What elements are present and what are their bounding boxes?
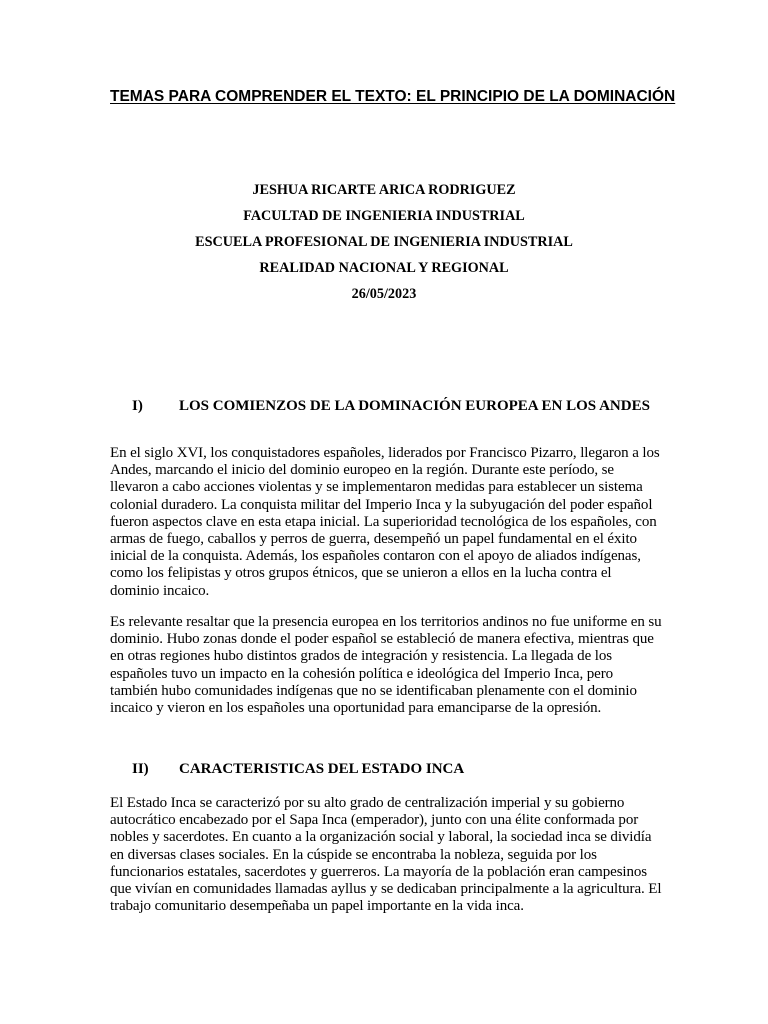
section-heading-1 xyxy=(110,398,658,415)
section-number: I) xyxy=(132,398,143,414)
school-name: ESCUELA PROFESIONAL DE INGENIERIA INDUSTRIAL xyxy=(195,234,573,250)
section-title: CARACTERISTICAS DEL ESTADO INCA xyxy=(179,761,465,777)
section-heading-2 xyxy=(110,761,658,778)
document-date: 26/05/2023 xyxy=(351,286,417,302)
section-2-paragraph-1: El Estado Inca se caracterizó por su alto grado de centralización imperial y su gobierno autocrático encabezado por el Sapa Inca (emperador), junto con una élite conformada por nobles y sacerdotes. En cuanto a la organización social y laboral, la sociedad inca se dividía en diversas clases sociales. En la cúspide se encontraba la nobleza, seguida por los funcionarios estatales, sacerdotes y guerreros. La mayoría de la población eran campesinos que vivían en comunidades llamadas ayllus y se dedicaban principalmente a la agricultura. El trabajo comunitario desempeñaba un papel importante en la vida inca. xyxy=(110,795,662,915)
document-title: TEMAS PARA COMPRENDER EL TEXTO: EL PRINCIPIO DE LA DOMINACIÓN xyxy=(110,88,676,105)
section-title: LOS COMIENZOS DE LA DOMINACIÓN EUROPEA EN LOS ANDES xyxy=(179,398,650,414)
section-1-paragraph-1: En el siglo XVI, los conquistadores españoles, liderados por Francisco Pizarro, llegaron a los Andes, marcando el inicio del dominio europeo en la región. Durante este período, se llevaron a cabo acciones violentas y se implementaron medidas para establecer un sistema colonial duradero. La conquista militar del Imperio Inca y la subyugación del poder español fueron aspectos clave en esta etapa inicial. La superioridad tecnológica de los españoles, con armas de fuego, caballos y perros de guerra, desempeñó un papel fundamental en el éxito inicial de la conquista. Además, los españoles contaron con el apoyo de aliados indígenas, como los felipistas y otros grupos étnicos, que se unieron a ellos en la lucha contra el dominio incaico. xyxy=(110,445,660,599)
section-number: II) xyxy=(132,761,149,777)
cover-block xyxy=(110,180,658,310)
faculty-name: FACULTAD DE INGENIERIA INDUSTRIAL xyxy=(243,208,525,224)
author-name: JESHUA RICARTE ARICA RODRIGUEZ xyxy=(252,182,516,198)
section-1-paragraph-2: Es relevante resaltar que la presencia europea en los territorios andinos no fue uniforme en su dominio. Hubo zonas donde el poder español se estableció de manera efectiva, mientras que en otras regiones hubo distintos grados de integración y resistencia. La llegada de los españoles tuvo un impacto en la cohesión política e ideológica del Imperio Inca, pero también hubo comunidades indígenas que no se identificaban plenamente con el dominio incaico y vieron en los españoles una oportunidad para emanciparse de la opresión. xyxy=(110,614,662,717)
course-name: REALIDAD NACIONAL Y REGIONAL xyxy=(259,260,509,276)
